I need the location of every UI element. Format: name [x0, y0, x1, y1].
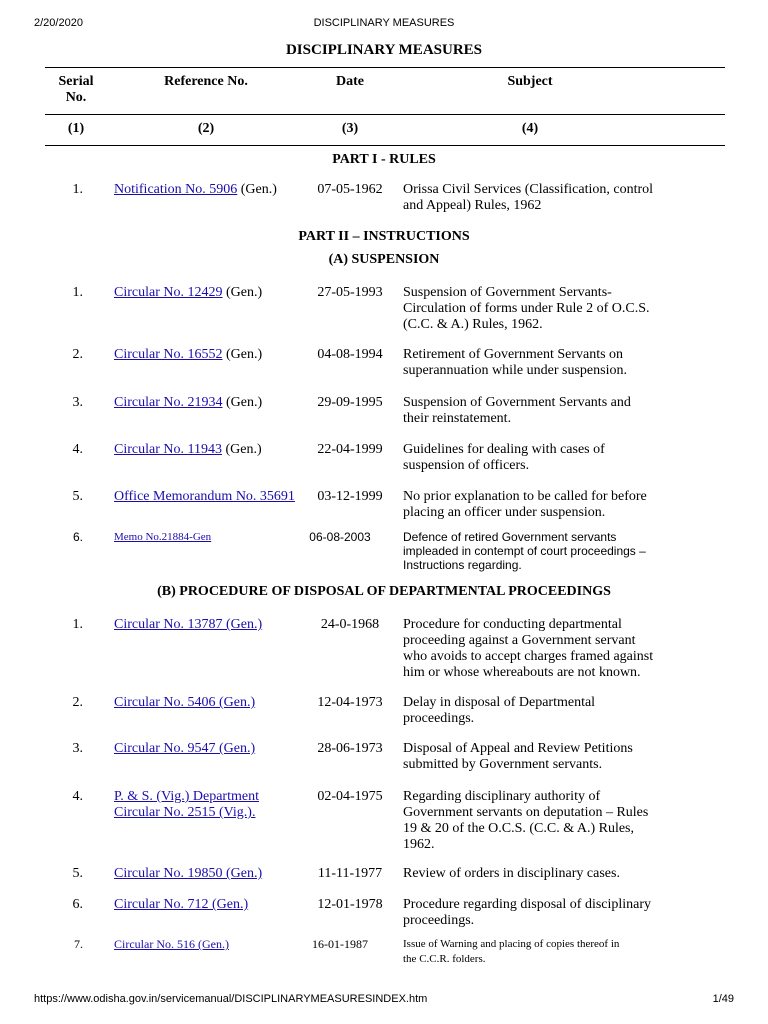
- reference-link[interactable]: Circular No. 21934: [114, 395, 223, 410]
- print-url: https://www.odisha.gov.in/servicemanual/DISCIPLINARYMEASURESINDEX.htm: [34, 993, 428, 1005]
- date-cell: 06-08-2003: [309, 530, 371, 544]
- subject-cell: [403, 395, 661, 427]
- subject-line: and Appeal) Rules, 1962: [403, 198, 542, 213]
- reference-cell: [114, 347, 304, 363]
- subject-cell: [403, 182, 661, 214]
- subject-cell: [403, 489, 661, 521]
- subject-line: submitted by Government servants.: [403, 757, 603, 772]
- header-mid-rule: [45, 114, 725, 115]
- part1-heading: PART I - RULES: [332, 152, 436, 167]
- reference-cell: [114, 695, 304, 711]
- reference-cell: [114, 442, 304, 458]
- print-date: 2/20/2020: [34, 17, 83, 29]
- reference-link[interactable]: Circular No. 13787 (Gen.): [114, 617, 263, 632]
- subject-cell: [403, 530, 659, 572]
- serial-number: 4.: [72, 789, 83, 804]
- subject-line: proceedings.: [403, 711, 475, 726]
- suspension-heading: (A) SUSPENSION: [328, 252, 440, 267]
- reference-suffix: (Gen.): [222, 347, 263, 362]
- subject-line: Suspension of Government Servants-: [403, 285, 612, 300]
- reference-cell: [114, 937, 304, 951]
- subject-cell: [403, 442, 661, 474]
- header-reference: Reference No.: [164, 74, 248, 89]
- print-footer: [34, 993, 734, 1007]
- subject-line: Circulation of forms under Rule 2 of O.C.S.: [403, 301, 650, 316]
- subject-cell: [403, 789, 661, 853]
- serial-number: 3.: [72, 395, 83, 410]
- date-cell: 22-04-1999: [317, 442, 383, 457]
- subject-cell: [403, 741, 661, 773]
- subject-line: Guidelines for dealing with cases of: [403, 442, 605, 457]
- reference-link[interactable]: Circular No. 12429: [114, 285, 223, 300]
- serial-number: 3.: [72, 741, 83, 756]
- subject-line: Retirement of Government Servants on: [403, 347, 624, 362]
- serial-number: 1.: [72, 285, 83, 300]
- subject-line: who avoids to accept charges framed against: [403, 649, 654, 664]
- serial-number: 4.: [72, 442, 83, 457]
- print-title: DISCIPLINARY MEASURES: [313, 17, 455, 29]
- subject-line: proceeding against a Government servant: [403, 633, 636, 648]
- serial-number: 2.: [72, 347, 83, 362]
- reference-link[interactable]: Circular No. 712 (Gen.): [114, 897, 249, 912]
- header-serial-line2: No.: [65, 90, 87, 105]
- subject-line: 1962.: [403, 837, 435, 852]
- header-subject: Subject: [507, 74, 553, 89]
- reference-cell: [114, 182, 304, 198]
- subject-cell: [403, 695, 661, 727]
- header-col2: (2): [197, 121, 215, 136]
- reference-link[interactable]: Notification No. 5906: [114, 182, 238, 197]
- reference-cell: [114, 617, 304, 633]
- reference-cell: [114, 285, 304, 301]
- subject-cell: [403, 866, 661, 882]
- subject-line: Review of orders in disciplinary cases.: [403, 866, 620, 881]
- subject-line: Procedure for conducting departmental: [403, 617, 622, 632]
- subject-line: suspension of officers.: [403, 458, 530, 473]
- serial-number: 5.: [72, 866, 83, 881]
- date-cell: 04-08-1994: [317, 347, 383, 362]
- serial-number: 1.: [72, 617, 83, 632]
- subject-cell: [403, 897, 661, 929]
- subject-cell: [403, 937, 683, 967]
- reference-link[interactable]: Circular No. 16552: [114, 347, 223, 362]
- date-cell: 11-11-1977: [317, 866, 383, 881]
- part2-heading: PART II – INSTRUCTIONS: [298, 229, 470, 244]
- reference-cell: [114, 741, 304, 757]
- header-date: Date: [336, 74, 364, 89]
- subject-line: placing an officer under suspension.: [403, 505, 606, 520]
- reference-link[interactable]: Circular No. 19850 (Gen.): [114, 866, 263, 881]
- header-col3: (3): [341, 121, 359, 136]
- reference-link[interactable]: Circular No. 2515 (Vig.).: [114, 805, 256, 820]
- subject-line: 19 & 20 of the O.C.S. (C.C. & A.) Rules,: [403, 821, 635, 836]
- subject-line: No prior explanation to be called for before: [403, 489, 647, 504]
- date-cell: 03-12-1999: [317, 489, 383, 504]
- reference-cell: [114, 789, 304, 821]
- reference-link[interactable]: Circular No. 516 (Gen.): [114, 937, 229, 951]
- reference-link[interactable]: Office Memorandum No. 35691: [114, 489, 295, 504]
- reference-cell: [114, 530, 304, 544]
- subject-line: superannuation while under suspension.: [403, 363, 627, 378]
- subject-line: him or whose whereabouts are not known.: [403, 665, 641, 680]
- print-header: [34, 17, 734, 31]
- procedure-heading: (B) PROCEDURE OF DISPOSAL OF DEPARTMENTAL PROCEEDINGS: [157, 584, 611, 599]
- reference-cell: [114, 489, 314, 505]
- reference-suffix: (Gen.): [222, 285, 263, 300]
- reference-link[interactable]: Circular No. 5406 (Gen.): [114, 695, 256, 710]
- reference-cell: [114, 897, 304, 913]
- date-cell: 29-09-1995: [317, 395, 383, 410]
- page-number: 1/49: [712, 993, 734, 1005]
- header-serial-line1: Serial: [58, 74, 94, 89]
- reference-suffix: (Gen.): [221, 442, 262, 457]
- document-title: DISCIPLINARY MEASURES: [285, 42, 483, 58]
- date-cell: 12-01-1978: [317, 897, 383, 912]
- date-cell: 02-04-1975: [317, 789, 383, 804]
- subject-cell: [403, 347, 661, 379]
- subject-line: the C.C.R. folders.: [403, 953, 486, 965]
- subject-line: Government servants on deputation – Rules: [403, 805, 649, 820]
- subject-line: (C.C. & A.) Rules, 1962.: [403, 317, 543, 332]
- subject-line: Instructions regarding.: [403, 558, 522, 572]
- serial-number: 6.: [72, 530, 83, 544]
- subject-line: Orissa Civil Services (Classification, control: [403, 182, 654, 197]
- serial-number: 2.: [72, 695, 83, 710]
- date-cell: 07-05-1962: [317, 182, 383, 197]
- subject-line: their reinstatement.: [403, 411, 512, 426]
- subject-cell: [403, 617, 661, 681]
- subject-line: Defence of retired Government servants: [403, 530, 617, 544]
- subject-line: Regarding disciplinary authority of: [403, 789, 601, 804]
- serial-number: 7.: [74, 937, 83, 951]
- reference-link[interactable]: P. & S. (Vig.) Department: [114, 789, 259, 804]
- header-col1: (1): [67, 121, 85, 136]
- subject-line: Issue of Warning and placing of copies thereof in: [403, 938, 620, 950]
- subject-line: Delay in disposal of Departmental: [403, 695, 596, 710]
- subject-line: Disposal of Appeal and Review Petitions: [403, 741, 633, 756]
- table-top-rule: [45, 67, 725, 68]
- date-cell: 24-0-1968: [320, 617, 380, 632]
- subject-line: impleaded in contempt of court proceedings –: [403, 544, 646, 558]
- reference-link[interactable]: Memo No.21884-Gen: [114, 531, 212, 543]
- date-cell: 28-06-1973: [317, 741, 383, 756]
- subject-cell: [403, 285, 661, 333]
- reference-suffix: (Gen.): [222, 395, 263, 410]
- serial-number: 6.: [72, 897, 83, 912]
- reference-cell: [114, 866, 304, 882]
- reference-suffix: (Gen.): [237, 182, 277, 197]
- header-bottom-rule: [45, 145, 725, 146]
- reference-link[interactable]: Circular No. 9547 (Gen.): [114, 741, 256, 756]
- date-cell: 27-05-1993: [317, 285, 383, 300]
- subject-line: Suspension of Government Servants and: [403, 395, 631, 410]
- date-cell: 12-04-1973: [317, 695, 383, 710]
- subject-line: Procedure regarding disposal of disciplinary: [403, 897, 652, 912]
- date-cell: 16-01-1987: [312, 937, 368, 951]
- serial-number: 5.: [72, 489, 83, 504]
- reference-cell: [114, 395, 304, 411]
- reference-link[interactable]: Circular No. 11943: [114, 442, 222, 457]
- header-col4: (4): [521, 121, 539, 136]
- serial-number: 1.: [72, 182, 83, 197]
- header-serial: [46, 74, 106, 106]
- subject-line: proceedings.: [403, 913, 475, 928]
